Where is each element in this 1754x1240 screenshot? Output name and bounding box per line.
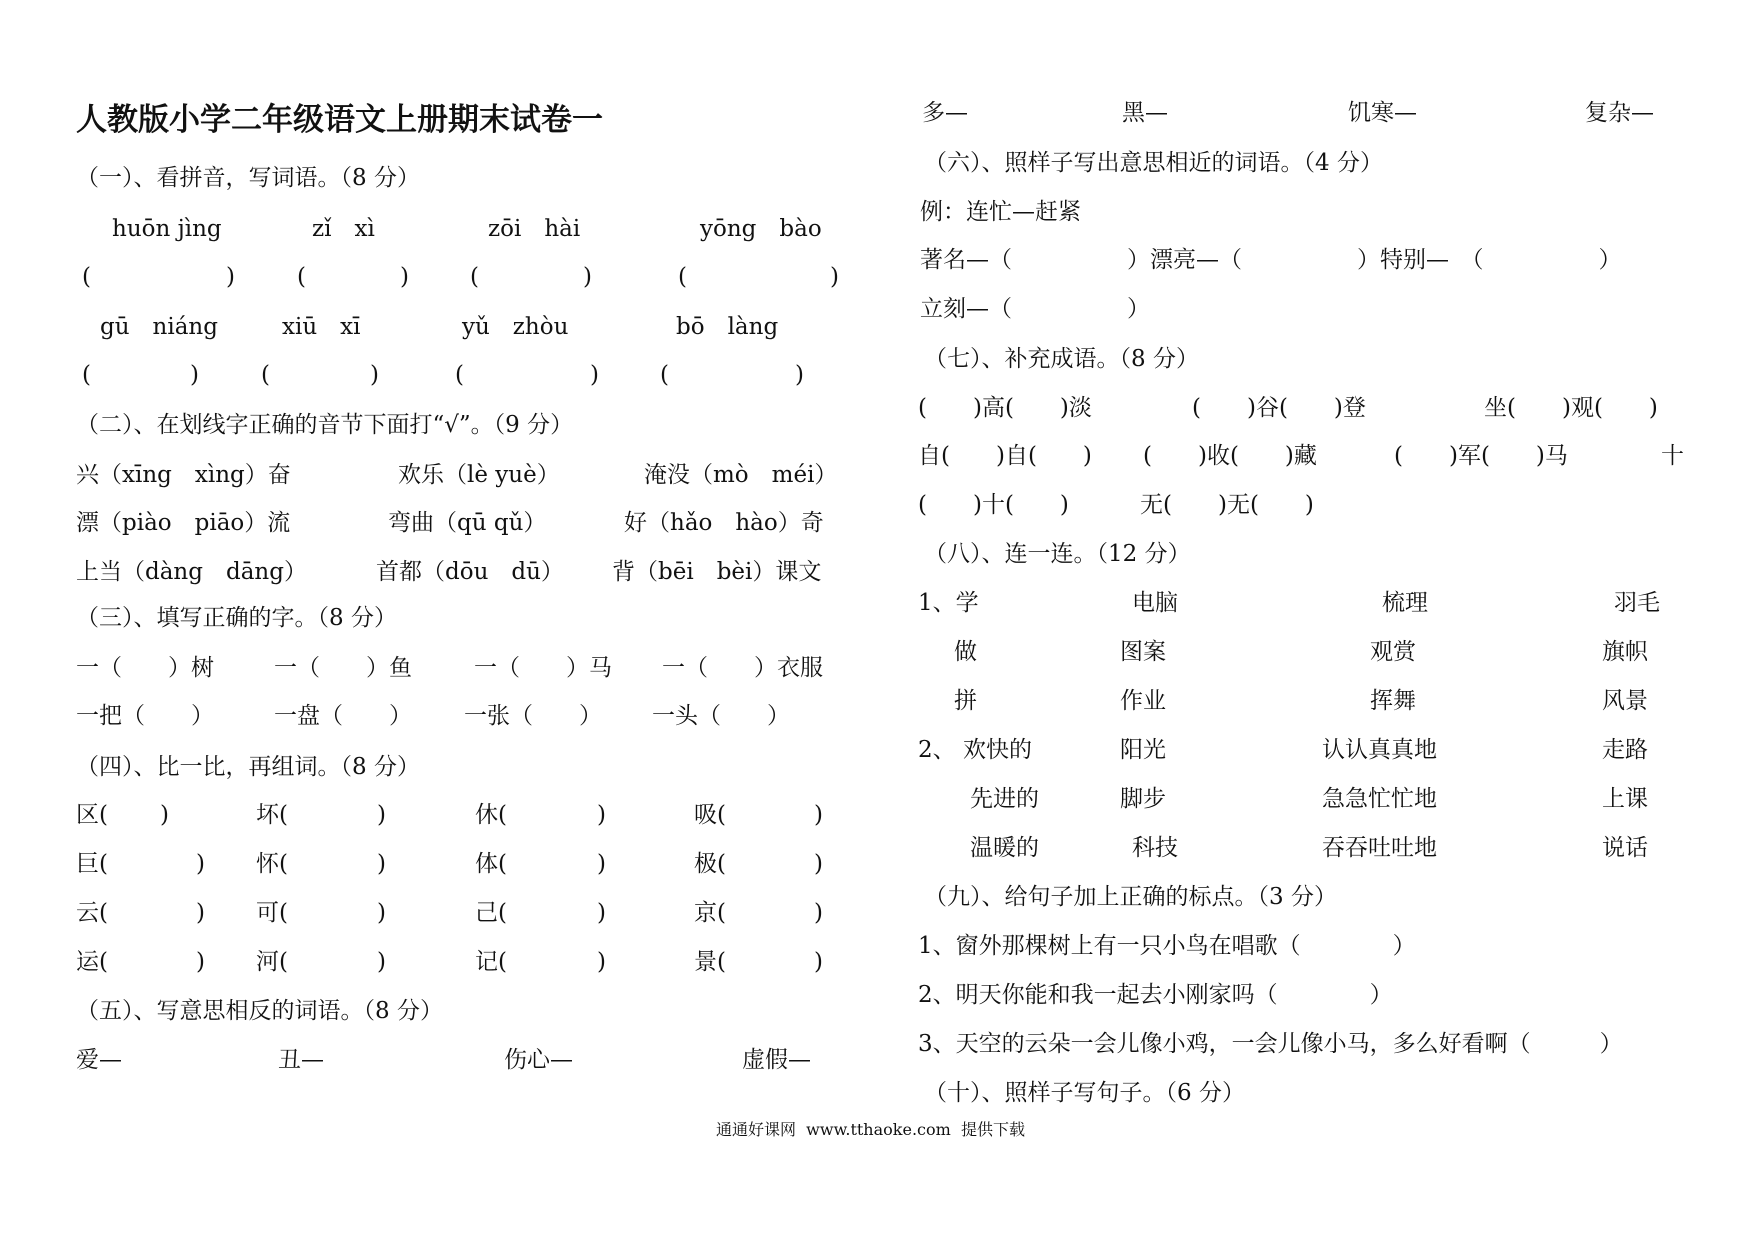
answer-blank-close: ) <box>795 362 804 388</box>
compare-char-close: ) <box>377 949 386 975</box>
pinyin-choice[interactable]: 背（bēi bèi）课文 <box>612 559 822 585</box>
compare-char-close: ) <box>814 900 823 926</box>
fill-word[interactable]: 一（ ）树 <box>76 655 214 681</box>
section-4-heading: （四）、比一比，再组词。（8 分） <box>76 754 420 780</box>
antonym-item[interactable]: 黑— <box>1122 100 1168 126</box>
fill-word[interactable]: 一盘（ ） <box>274 703 412 729</box>
pinyin-7: yǔ zhòu <box>462 314 569 340</box>
answer-blank-close: ) <box>583 264 592 290</box>
pinyin-2: zǐ xì <box>312 216 375 242</box>
answer-blank-close: ) <box>226 264 235 290</box>
match-word[interactable]: 梳理 <box>1382 590 1428 616</box>
antonym-item[interactable]: 多— <box>922 100 968 126</box>
fill-word[interactable]: 一（ ）马 <box>474 655 612 681</box>
match-word[interactable]: 科技 <box>1132 835 1178 861</box>
compare-char-close: ) <box>377 900 386 926</box>
compare-char[interactable]: 京( <box>694 900 726 926</box>
compare-char[interactable]: 运( <box>76 949 108 975</box>
answer-blank[interactable]: ( <box>261 362 270 388</box>
match-word[interactable]: 急急忙忙地 <box>1322 786 1437 812</box>
compare-char-close: ) <box>377 802 386 828</box>
compare-char[interactable]: 己( <box>475 900 507 926</box>
pinyin-choice[interactable]: 首都（dōu dū） <box>376 559 564 585</box>
match-word[interactable]: 认认真真地 <box>1322 737 1437 763</box>
section-2-heading: （二）、在划线字正确的音节下面打“√”。（9 分） <box>76 412 574 438</box>
punctuation-sentence[interactable]: 2、明天你能和我一起去小刚家吗（ ） <box>918 982 1393 1008</box>
compare-char[interactable]: 河( <box>256 949 288 975</box>
match-word[interactable]: 吞吞吐吐地 <box>1322 835 1437 861</box>
compare-char[interactable]: 极( <box>694 851 726 877</box>
pinyin-choice[interactable]: 兴（xīng xìng）奋 <box>76 462 291 488</box>
match-word[interactable]: 羽毛 <box>1614 590 1660 616</box>
section-9-heading: （九）、给句子加上正确的标点。（3 分） <box>924 884 1337 910</box>
synonym-example: 例：连忙—赶紧 <box>920 199 1081 225</box>
antonym-item[interactable]: 复杂— <box>1585 100 1654 126</box>
match-word[interactable]: 走路 <box>1602 737 1648 763</box>
match-word[interactable]: 说话 <box>1602 835 1648 861</box>
section-6-heading: （六）、照样子写出意思相近的词语。（4 分） <box>924 150 1383 176</box>
idiom-blank[interactable]: ( )高( )淡 <box>918 395 1092 421</box>
compare-char-close: ) <box>597 900 606 926</box>
compare-char-close: ) <box>196 900 205 926</box>
compare-char[interactable]: 怀( <box>256 851 288 877</box>
answer-blank[interactable]: ( <box>660 362 669 388</box>
pinyin-choice[interactable]: 弯曲（qū qǔ） <box>388 510 547 536</box>
idiom-blank[interactable]: ( )谷( )登 <box>1192 395 1366 421</box>
fill-word[interactable]: 一头（ ） <box>652 703 790 729</box>
answer-blank-close: ) <box>400 264 409 290</box>
section-10-heading: （十）、照样子写句子。（6 分） <box>924 1080 1245 1106</box>
pinyin-6: xiū xī <box>282 314 361 340</box>
synonym-line[interactable]: 著名—（ ）漂亮—（ ）特别— （ ） <box>920 247 1622 273</box>
compare-char[interactable]: 坏( <box>256 802 288 828</box>
answer-blank-close: ) <box>190 362 199 388</box>
compare-char-close: ) <box>814 949 823 975</box>
answer-blank[interactable]: ( <box>82 362 91 388</box>
match-word[interactable]: 旗帜 <box>1602 639 1648 665</box>
match-word[interactable]: 风景 <box>1602 688 1648 714</box>
pinyin-5: gū niáng <box>100 314 218 340</box>
footer-credit: 通通好课网 www.tthaoke.com 提供下载 <box>716 1120 1025 1139</box>
compare-char[interactable]: 吸( <box>694 802 726 828</box>
pinyin-choice[interactable]: 上当（dàng dāng） <box>76 559 307 585</box>
punctuation-sentence[interactable]: 3、天空的云朵一会儿像小鸡，一会儿像小马，多么好看啊（ ） <box>918 1031 1623 1057</box>
answer-blank[interactable]: ( <box>82 264 91 290</box>
fill-word[interactable]: 一（ ）鱼 <box>274 655 412 681</box>
compare-char-close: ) <box>196 949 205 975</box>
match-word[interactable]: 温暖的 <box>970 835 1039 861</box>
compare-char-close: ) <box>597 949 606 975</box>
match-word[interactable]: 1、学 <box>918 590 979 616</box>
idiom-blank[interactable]: 无( )无( ) <box>1140 492 1314 518</box>
pinyin-3: zōi hài <box>488 216 581 242</box>
compare-char[interactable]: 可( <box>256 900 288 926</box>
idiom-blank[interactable]: ( )军( )马 <box>1394 443 1568 469</box>
fill-word[interactable]: 一把（ ） <box>76 703 214 729</box>
match-word[interactable]: 上课 <box>1602 786 1648 812</box>
answer-blank[interactable]: ( <box>455 362 464 388</box>
answer-blank-close: ) <box>830 264 839 290</box>
compare-char[interactable]: 体( <box>475 851 507 877</box>
section-1-heading: （一）、看拼音，写词语。（8 分） <box>76 165 420 191</box>
idiom-blank[interactable]: 十 <box>1661 443 1684 469</box>
answer-blank-close: ) <box>370 362 379 388</box>
idiom-blank[interactable]: 坐( )观( ) <box>1484 395 1658 421</box>
match-word[interactable]: 挥舞 <box>1370 688 1416 714</box>
answer-blank[interactable]: ( <box>297 264 306 290</box>
match-word[interactable]: 2、 欢快的 <box>918 737 1032 763</box>
compare-char-close: ) <box>814 851 823 877</box>
answer-blank-close: ) <box>590 362 599 388</box>
section-8-heading: （八）、连一连。（12 分） <box>924 541 1191 567</box>
match-word[interactable]: 电脑 <box>1132 590 1178 616</box>
idiom-blank[interactable]: ( )收( )藏 <box>1143 443 1317 469</box>
compare-char[interactable]: 记( <box>475 949 507 975</box>
synonym-line[interactable]: 立刻—（ ） <box>920 296 1150 322</box>
match-word[interactable]: 做 <box>954 639 977 665</box>
match-word[interactable]: 先进的 <box>970 786 1039 812</box>
antonym-item[interactable]: 丑— <box>278 1047 324 1073</box>
idiom-blank[interactable]: 自( )自( ) <box>918 443 1092 469</box>
idiom-blank[interactable]: ( )十( ) <box>918 492 1069 518</box>
antonym-item[interactable]: 饥寒— <box>1348 100 1417 126</box>
section-5-heading: （五）、写意思相反的词语。（8 分） <box>76 998 443 1024</box>
compare-char-close: ) <box>597 802 606 828</box>
compare-char-close: ) <box>597 851 606 877</box>
antonym-item[interactable]: 虚假— <box>742 1047 811 1073</box>
pinyin-choice[interactable]: 欢乐（lè yuè） <box>398 462 560 488</box>
compare-char[interactable]: 云( <box>76 900 108 926</box>
section-3-heading: （三）、填写正确的字。（8 分） <box>76 605 397 631</box>
pinyin-1: huōn jìng <box>112 216 222 242</box>
answer-blank[interactable]: ( <box>470 264 479 290</box>
match-word[interactable]: 拼 <box>954 688 977 714</box>
antonym-item[interactable]: 爱— <box>76 1047 122 1073</box>
match-word[interactable]: 脚步 <box>1120 786 1166 812</box>
fill-word[interactable]: 一张（ ） <box>464 703 602 729</box>
compare-char[interactable]: 巨( <box>76 851 108 877</box>
compare-char-close: ) <box>377 851 386 877</box>
answer-blank[interactable]: ( <box>678 264 687 290</box>
match-word[interactable]: 阳光 <box>1120 737 1166 763</box>
compare-char[interactable]: 休( <box>475 802 507 828</box>
compare-char-close: ) <box>814 802 823 828</box>
page-title: 人教版小学二年级语文上册期末试卷一 <box>76 102 603 138</box>
compare-char[interactable]: 景( <box>694 949 726 975</box>
match-word[interactable]: 图案 <box>1120 639 1166 665</box>
fill-word[interactable]: 一（ ）衣服 <box>662 655 823 681</box>
section-7-heading: （七）、补充成语。（8 分） <box>924 346 1199 372</box>
pinyin-choice[interactable]: 淹没（mò méi） <box>644 462 838 488</box>
compare-char-close: ) <box>196 851 205 877</box>
pinyin-choice[interactable]: 好（hǎo hào）奇 <box>624 510 824 536</box>
pinyin-choice[interactable]: 漂（piào piāo）流 <box>76 510 291 536</box>
compare-char[interactable]: 区( <box>76 802 108 828</box>
match-word[interactable]: 观赏 <box>1370 639 1416 665</box>
punctuation-sentence[interactable]: 1、窗外那棵树上有一只小鸟在唱歌（ ） <box>918 933 1416 959</box>
compare-char-close: ) <box>160 802 169 828</box>
pinyin-4: yōng bào <box>700 216 822 242</box>
match-word[interactable]: 作业 <box>1120 688 1166 714</box>
antonym-item[interactable]: 伤心— <box>504 1047 573 1073</box>
pinyin-8: bō làng <box>676 314 779 340</box>
